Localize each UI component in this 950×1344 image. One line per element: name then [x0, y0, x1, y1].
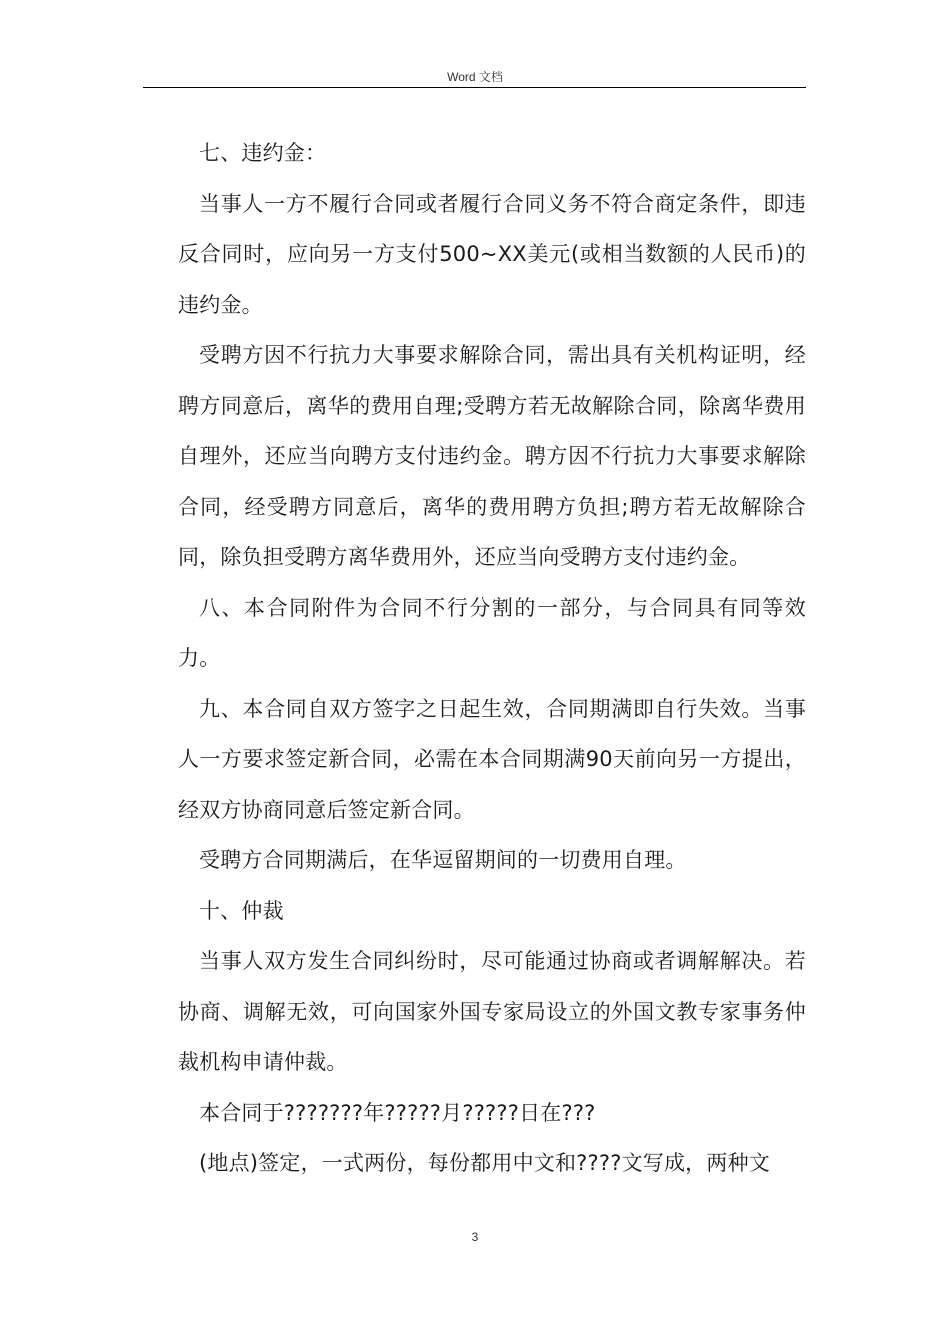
- page-header-title: Word 文档: [447, 70, 503, 84]
- paragraph-signing-date: 本合同于???????年?????月?????日在???: [199, 1100, 596, 1125]
- paragraph-penalty-amount: 当事人一方不履行合同或者履行合同义务不符合商定条件，即违反合同时，应向另一方支付500~XX美元(或相当数额的人民币)的违约金。: [178, 191, 806, 317]
- paragraph-signing-place: (地点)签定，一式两份，每份都用中文和????文写成，两种文: [199, 1151, 770, 1175]
- document-body: [178, 128, 806, 1189]
- section-heading-arbitration: 十、仲裁: [199, 898, 284, 923]
- paragraph-effective-term: 九、本合同自双方签字之日起生效，合同期满即自行失效。当事人一方要求签定新合同，必需在本合同期满90天前向另一方提出，经双方协商同意后签定新合同。: [178, 696, 806, 822]
- paragraph-arbitration: 当事人双方发生合同纠纷时，尽可能通过协商或者调解解决。若协商、调解无效，可向国家外国专家局设立的外国文教专家事务仲裁机构申请仲裁。: [178, 949, 806, 1074]
- header-divider: [143, 87, 806, 88]
- paragraph-expenses-after-term: 受聘方合同期满后，在华逗留期间的一切费用自理。: [199, 848, 687, 872]
- page-number: 3: [471, 1230, 479, 1244]
- paragraph-attachments: 八、本合同附件为合同不行分割的一部分，与合同具有同等效力。: [178, 595, 806, 670]
- paragraph-force-majeure: 受聘方因不行抗力大事要求解除合同，需出具有关机构证明，经聘方同意后，离华的费用自理;受聘方若无故解除合同，除离华费用自理外，还应当向聘方支付违约金。聘方因不行抗力大事要求解除合同，经受聘方同意后，离华的费用聘方负担;聘方若无故解除合同，除负担受聘方离华费用外，还应当向受聘方支付违约金。: [178, 343, 806, 569]
- section-heading-penalty: 七、违约金：: [199, 141, 327, 165]
